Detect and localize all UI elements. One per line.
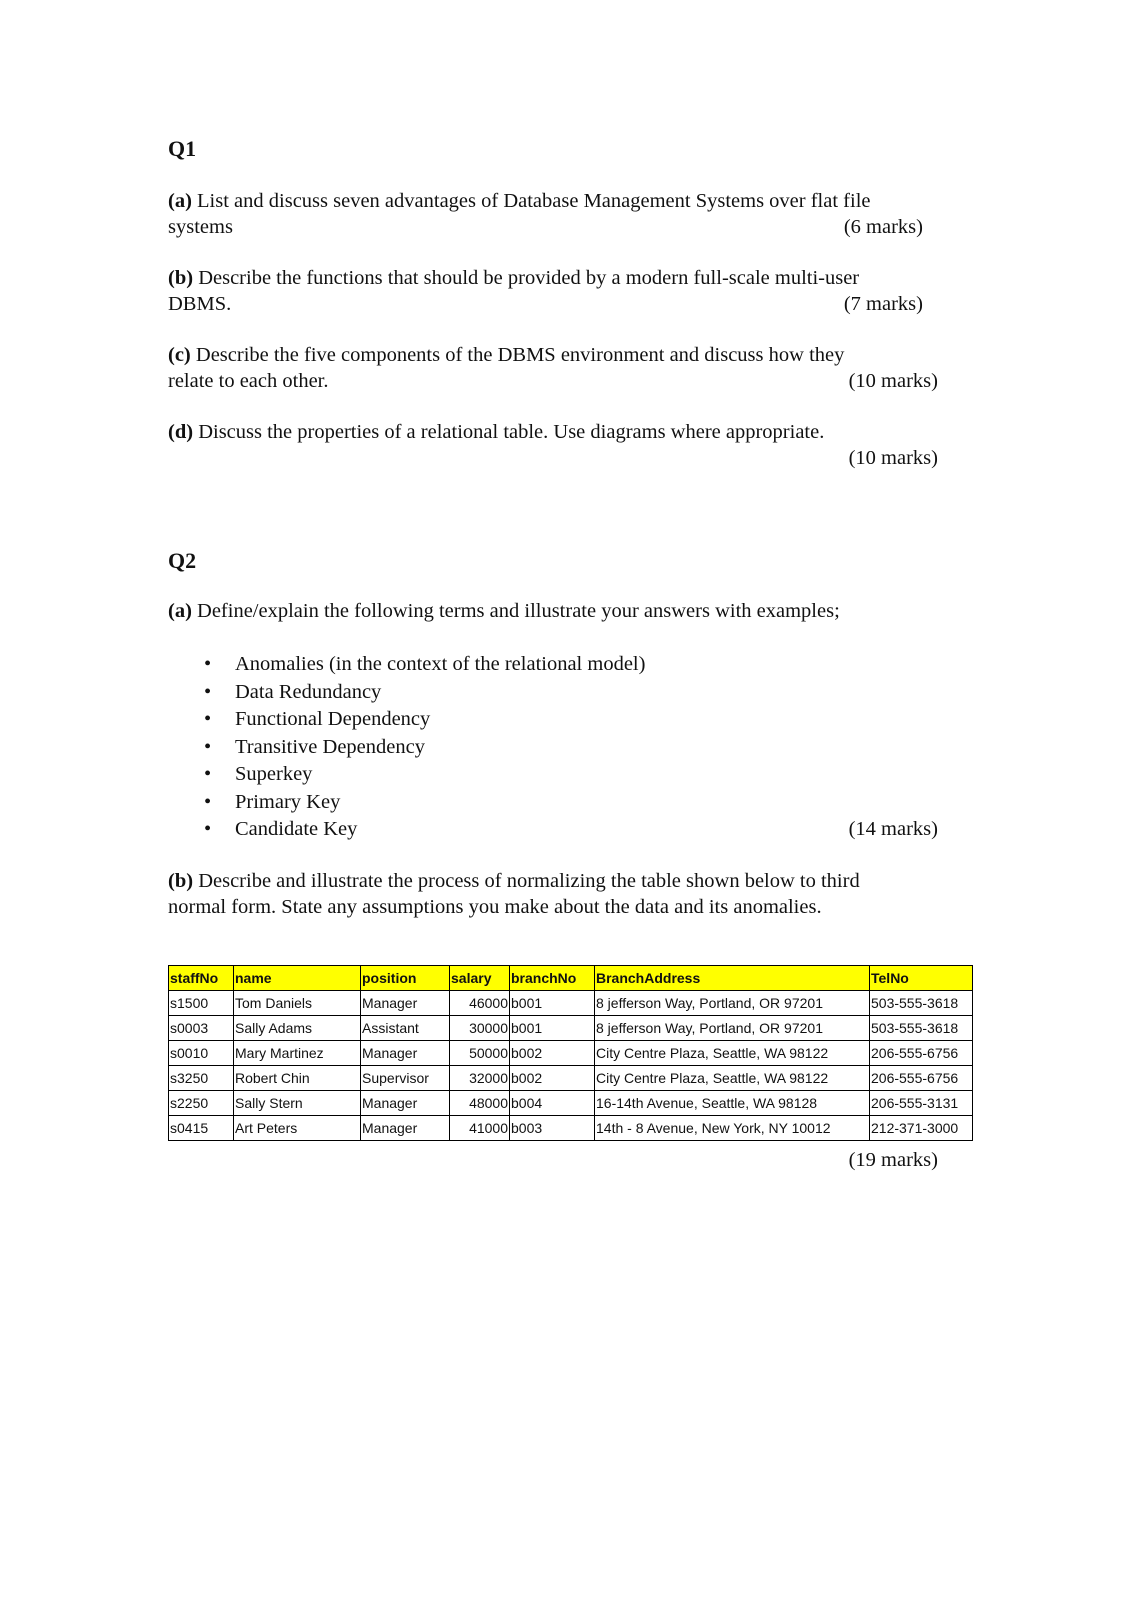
cell-branchaddress: City Centre Plaza, Seattle, WA 98122	[595, 1066, 870, 1091]
col-header-branchaddress: BranchAddress	[595, 966, 870, 991]
cell-branchaddress: City Centre Plaza, Seattle, WA 98122	[595, 1041, 870, 1066]
cell-name: Tom Daniels	[234, 991, 361, 1016]
q1-part-d	[168, 419, 938, 471]
cell-salary: 30000	[450, 1016, 510, 1041]
q2-part-b	[168, 868, 938, 920]
cell-staffno: s3250	[169, 1066, 234, 1091]
q1-d-label: (d)	[168, 421, 194, 443]
list-item	[168, 651, 938, 679]
cell-name: Mary Martinez	[234, 1041, 361, 1066]
bullet-icon: •	[204, 708, 212, 730]
cell-position: Supervisor	[361, 1066, 450, 1091]
q1-b-label: (b)	[168, 267, 194, 289]
bullet-icon: •	[204, 680, 212, 703]
table-row	[169, 1116, 973, 1141]
list-item	[168, 679, 938, 707]
term-text: Superkey	[235, 763, 313, 785]
q1-c-label: (c)	[168, 344, 191, 366]
q1-a-text-cont: systems	[168, 216, 233, 238]
cell-position: Manager	[361, 1091, 450, 1116]
list-item	[168, 706, 938, 734]
cell-telno: 212-371-3000	[870, 1116, 973, 1141]
table-row	[169, 991, 973, 1016]
q1-b-text-cont: DBMS.	[168, 293, 232, 315]
q2-heading: Q2	[168, 548, 197, 573]
cell-staffno: s0415	[169, 1116, 234, 1141]
q2-a-text: Define/explain the following terms and illustrate your answers with examples;	[191, 600, 840, 622]
cell-staffno: s1500	[169, 991, 234, 1016]
cell-telno: 503-555-3618	[870, 1016, 973, 1041]
col-header-name: name	[234, 966, 361, 991]
bullet-icon: •	[204, 818, 212, 840]
cell-telno: 206-555-3131	[870, 1091, 973, 1116]
cell-name: Sally Stern	[234, 1091, 361, 1116]
cell-staffno: s2250	[169, 1091, 234, 1116]
q1-part-c	[168, 342, 938, 394]
q1-c-text: Describe the five components of the DBMS environment and discuss how they	[190, 344, 845, 366]
q1-heading: Q1	[168, 136, 197, 161]
cell-telno: 206-555-6756	[870, 1066, 973, 1091]
table-row	[169, 1041, 973, 1066]
q2-part-a	[168, 598, 938, 624]
q1-part-b	[168, 265, 938, 317]
q1-a-label: (a)	[168, 190, 192, 212]
cell-telno: 206-555-6756	[870, 1041, 973, 1066]
bullet-icon: •	[204, 653, 212, 675]
q2-b-text-cont: normal form. State any assumptions you make about the data and its anomalies.	[168, 896, 822, 918]
bullet-icon: •	[204, 790, 212, 813]
cell-branchno: b001	[510, 991, 595, 1016]
cell-staffno: s0010	[169, 1041, 234, 1066]
cell-branchno: b001	[510, 1016, 595, 1041]
term-text: Functional Dependency	[235, 708, 431, 730]
q1-b-marks: (7 marks)	[843, 293, 923, 315]
term-text: Data Redundancy	[235, 680, 382, 703]
q1-b-text: Describe the functions that should be provided by a modern full-scale multi-user	[193, 267, 860, 289]
col-header-telno: TelNo	[870, 966, 973, 991]
q2-b-text: Describe and illustrate the process of normalizing the table shown below to third	[193, 870, 860, 892]
q2-terms-list	[168, 651, 938, 844]
table-row	[169, 1091, 973, 1116]
q1-d-marks: (10 marks)	[848, 447, 938, 469]
cell-salary: 48000	[450, 1091, 510, 1116]
cell-position: Manager	[361, 1116, 450, 1141]
q2-a-label: (a)	[168, 600, 192, 622]
q2-a-marks: (14 marks)	[848, 818, 938, 840]
term-text: Candidate Key	[235, 818, 358, 840]
cell-telno: 503-555-3618	[870, 991, 973, 1016]
list-item	[168, 789, 938, 817]
cell-position: Assistant	[361, 1016, 450, 1041]
table-row	[169, 1066, 973, 1091]
list-item	[168, 761, 938, 789]
bullet-icon: •	[204, 735, 212, 758]
cell-branchaddress: 8 jefferson Way, Portland, OR 97201	[595, 991, 870, 1016]
q1-c-text-cont: relate to each other.	[168, 370, 329, 392]
cell-position: Manager	[361, 991, 450, 1016]
cell-branchno: b002	[510, 1066, 595, 1091]
cell-salary: 50000	[450, 1041, 510, 1066]
q2-part-b-marks-line	[168, 1147, 938, 1173]
staff-table	[168, 965, 973, 1141]
cell-branchno: b004	[510, 1091, 595, 1116]
list-item	[168, 734, 938, 762]
bullet-icon: •	[204, 763, 212, 785]
cell-name: Robert Chin	[234, 1066, 361, 1091]
q2-b-label: (b)	[168, 870, 194, 892]
term-text: Anomalies (in the context of the relational model)	[235, 653, 646, 675]
cell-name: Sally Adams	[234, 1016, 361, 1041]
cell-branchno: b003	[510, 1116, 595, 1141]
cell-branchaddress: 8 jefferson Way, Portland, OR 97201	[595, 1016, 870, 1041]
q1-a-text: List and discuss seven advantages of Database Management Systems over flat file	[191, 190, 871, 212]
q2-b-marks: (19 marks)	[848, 1149, 938, 1171]
cell-salary: 32000	[450, 1066, 510, 1091]
term-text: Primary Key	[235, 790, 341, 813]
cell-position: Manager	[361, 1041, 450, 1066]
q1-d-text: Discuss the properties of a relational table. Use diagrams where appropriate.	[193, 421, 825, 443]
q1-c-marks: (10 marks)	[848, 370, 938, 392]
cell-salary: 41000	[450, 1116, 510, 1141]
cell-name: Art Peters	[234, 1116, 361, 1141]
col-header-branchno: branchNo	[510, 966, 595, 991]
cell-salary: 46000	[450, 991, 510, 1016]
col-header-position: position	[361, 966, 450, 991]
cell-branchno: b002	[510, 1041, 595, 1066]
q1-part-a	[168, 188, 938, 240]
q1-a-marks: (6 marks)	[843, 216, 923, 238]
col-header-salary: salary	[450, 966, 510, 991]
list-item	[168, 816, 938, 844]
table-row	[169, 1016, 973, 1041]
table-header-row	[169, 966, 973, 991]
cell-branchaddress: 14th - 8 Avenue, New York, NY 10012	[595, 1116, 870, 1141]
col-header-staffno: staffNo	[169, 966, 234, 991]
cell-staffno: s0003	[169, 1016, 234, 1041]
cell-branchaddress: 16-14th Avenue, Seattle, WA 98128	[595, 1091, 870, 1116]
term-text: Transitive Dependency	[235, 735, 425, 758]
